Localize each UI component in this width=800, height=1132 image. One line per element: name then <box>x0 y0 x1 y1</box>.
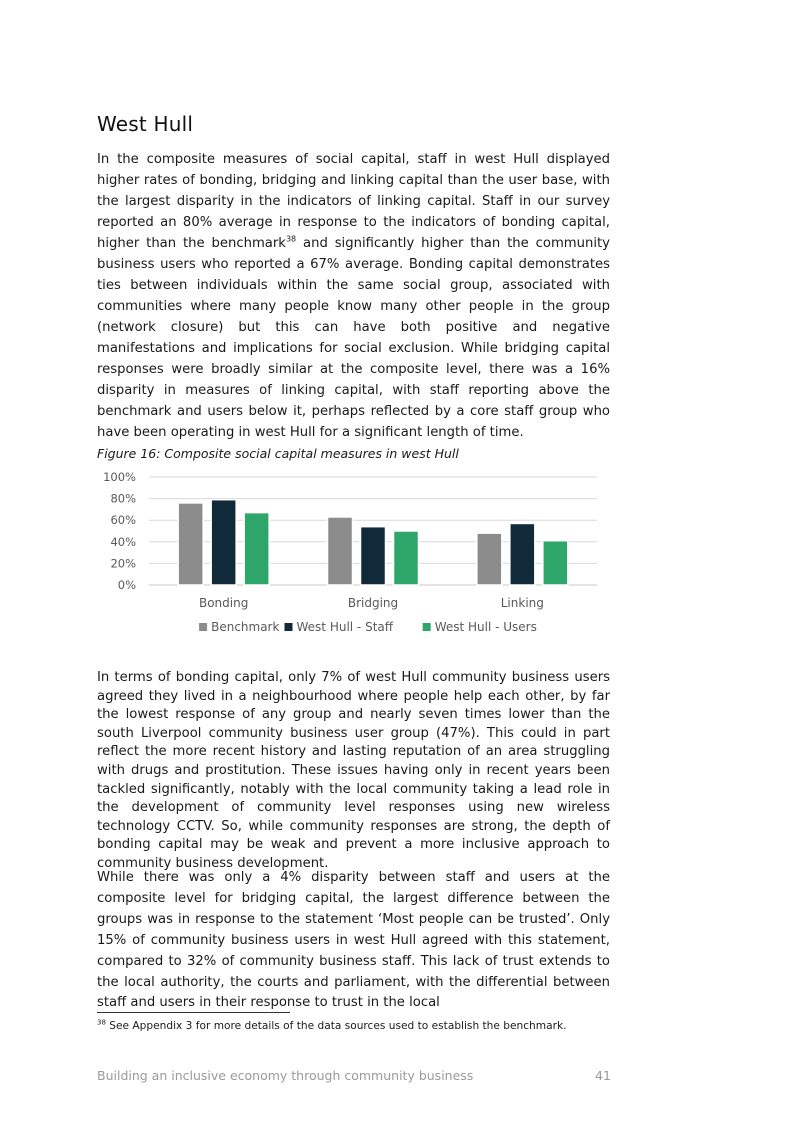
bar-chart <box>97 466 610 646</box>
footnote-divider <box>97 1012 290 1013</box>
page-number: 41 <box>595 1068 611 1083</box>
bar <box>211 500 236 585</box>
bar <box>361 527 386 585</box>
bar <box>543 541 568 585</box>
section-heading: West Hull <box>97 112 194 136</box>
y-tick-label: 0% <box>117 578 136 592</box>
para1-text-end: and significantly higher than the community business users who reported a 67% average. Bonding capital demonstrates ties between individuals within the same social group, associated with communities where many people know many other people in the group (network closure) but this can have both positive and negative manifestations and implications for social exclusion. While bridging capital responses were broadly similar at the composite level, there was a 16% disparity in measures of linking capital, with staff reporting above the benchmark and users below it, perhaps reflected by a core staff group who have been operating in west Hull for a significant length of time. <box>97 236 610 440</box>
bar <box>394 531 419 585</box>
x-category-label: Bridging <box>347 596 399 610</box>
legend-swatch <box>285 623 293 631</box>
legend-swatch <box>423 623 431 631</box>
bar <box>244 513 269 585</box>
footnote <box>97 1020 566 1032</box>
para1-text-start: In the composite measures of social capital, staff in west Hull displayed higher rates of bonding, bridging and linking capital than the user base, with the largest disparity in the indicators of linking capital. Staff in our survey reported an 80% average in response to the indicators of bonding capital, higher than the benchmark <box>97 152 610 251</box>
y-tick-label: 20% <box>110 556 136 571</box>
legend-label: West Hull - Users <box>434 620 537 634</box>
bar <box>510 523 535 585</box>
legend-swatch <box>199 623 207 631</box>
y-tick-label: 40% <box>110 534 136 549</box>
y-tick-label: 80% <box>110 491 136 506</box>
x-category-label: Bonding <box>198 596 249 610</box>
bar <box>477 533 502 585</box>
legend-label: West Hull - Staff <box>296 620 394 634</box>
x-category-label: Linking <box>500 596 544 610</box>
footnote-text: See Appendix 3 for more details of the data sources used to establish the benchmark. <box>105 1020 567 1032</box>
footnote-ref[interactable]: 38 <box>285 234 297 244</box>
bar <box>178 503 203 585</box>
footer-title: Building an inclusive economy through community business <box>97 1068 474 1083</box>
body-paragraph-1 <box>97 149 610 443</box>
footnote-number: 38 <box>97 1018 106 1027</box>
y-tick-label: 100% <box>103 470 136 484</box>
body-paragraph-2: In terms of bonding capital, only 7% of west Hull community business users agreed they lived in a neighbourhood where people help each other, by far the lowest response of any group and nearly seven times lower than the south Liverpool community business user group (47%). This could in part reflect the more recent history and lasting reputation of an area struggling with drugs and prostitution. These issues having only in recent years been tackled significantly, notably with the local community taking a lead role in the development of community level responses using new wireless technology CCTV. So, while community responses are strong, the depth of bonding capital may be weak and prevent a more inclusive approach to community business development. <box>97 670 610 871</box>
y-tick-label: 60% <box>110 513 136 528</box>
legend-label: Benchmark <box>211 620 280 634</box>
figure-caption: Figure 16: Composite social capital measures in west Hull <box>97 446 459 461</box>
bar <box>328 517 353 585</box>
body-paragraph-3: While there was only a 4% disparity between staff and users at the composite level for bridging capital, the largest difference between the groups was in response to the statement ‘Most people can be trusted’. Only 15% of community business users in west Hull agreed with this statement, compared to 32% of community business staff. This lack of trust extends to the local authority, the courts and parliament, with the differential between staff and users in their response to trust in the local <box>97 870 610 1011</box>
